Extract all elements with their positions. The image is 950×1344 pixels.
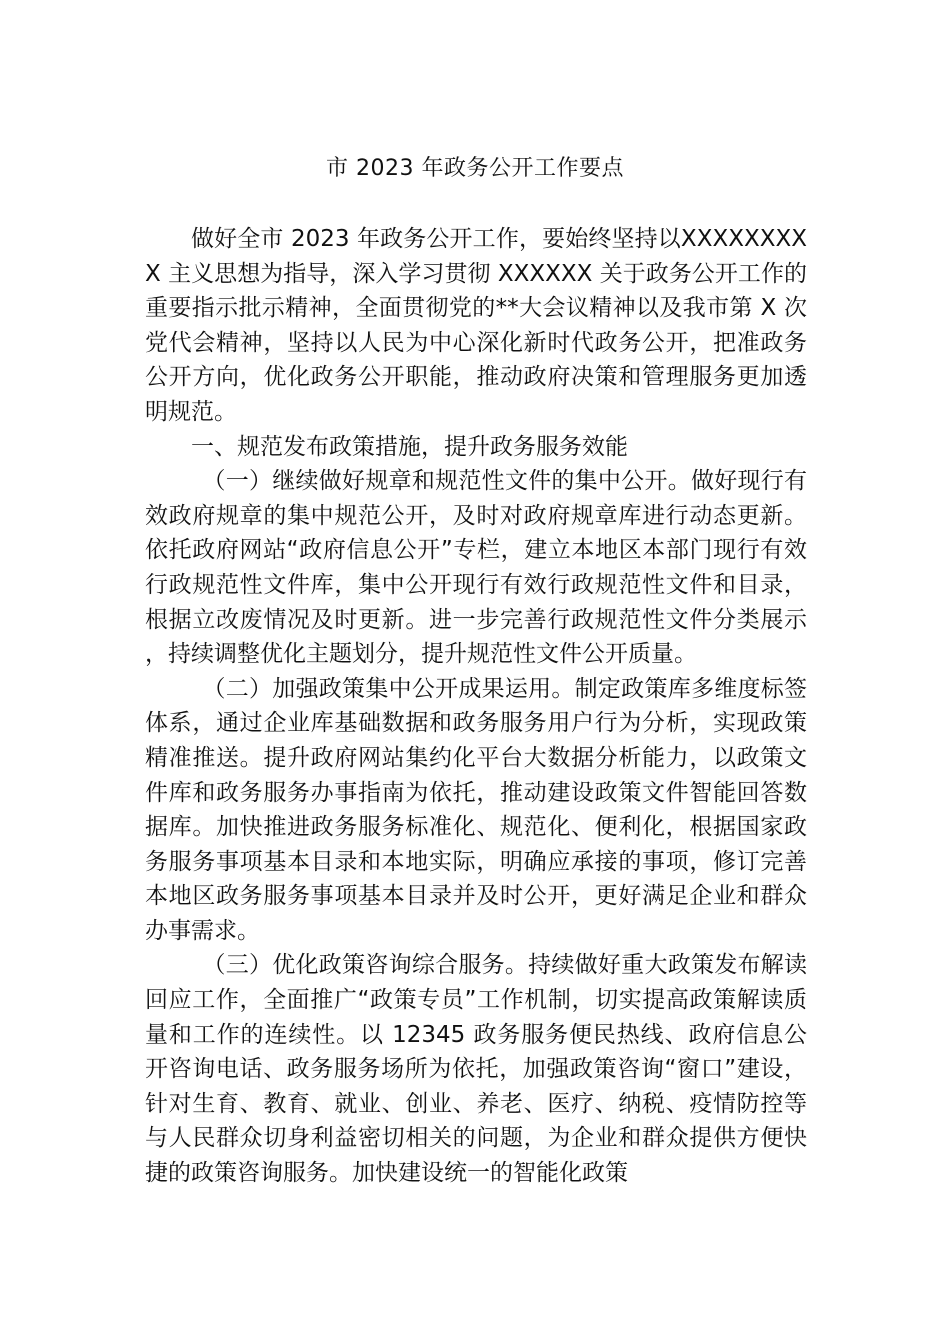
subsection-paragraph-2: （二）加强政策集中公开成果运用。制定政策库多维度标签体系，通过企业库基础数据和政务服务用户行为分析，实现政策精准推送。提升政府网站集约化平台大数据分析能力，以政策文件库和政务服务办事指南为依托，推动建设政策文件智能回答数据库。加快推进政务服务标准化、规范化、便利化，根据国家政务服务事项基本目录和本地实际，明确应承接的事项，修订完善本地区政务服务事项基本目录并及时公开，更好满足企业和群众办事需求。 [145, 675, 807, 944]
subsection-paragraph-3: （三）优化政策咨询综合服务。持续做好重大政策发布解读回应工作，全面推广“政策专员”工作机制，切实提高政策解读质量和工作的连续性。以 12345 政务服务便民热线、政府信息公开咨询电话、政务服务场所为依托，加强政策咨询“窗口”建设，针对生育、教育、就业、创业、养老、医疗、纳税、疫情防控等与人民群众切身利益密切相关的问题，为企业和群众提供方便快捷的政策咨询服务。加快建设统一的智能化政策 [145, 952, 807, 1187]
section-heading-1: 一、规范发布政策措施，提升政务服务效能 [191, 433, 628, 460]
subsection-paragraph-1: （一）继续做好规章和规范性文件的集中公开。做好现行有效政府规章的集中规范公开，及时对政府规章库进行动态更新。依托政府网站“政府信息公开”专栏，建立本地区本部门现行有效行政规范性文件库，集中公开现行有效行政规范性文件和目录，根据立改废情况及时更新。进一步完善行政规范性文件分类展示，持续调整优化主题划分，提升规范性文件公开质量。 [145, 468, 807, 668]
intro-paragraph: 做好全市 2023 年政务公开工作，要始终坚持以XXXXXXXXX 主义思想为指导，深入学习贯彻 XXXXXX 关于政务公开工作的重要指示批示精神，全面贯彻党的**大会议精神以及我市第 X 次党代会精神，坚持以人民为中心深化新时代政务公开，把准政务公开方向，优化政务公开职能，推动政府决策和管理服务更加透明规范。 [145, 226, 807, 425]
document-body [145, 222, 807, 1191]
document-title: 市 2023 年政务公开工作要点 [326, 156, 624, 181]
